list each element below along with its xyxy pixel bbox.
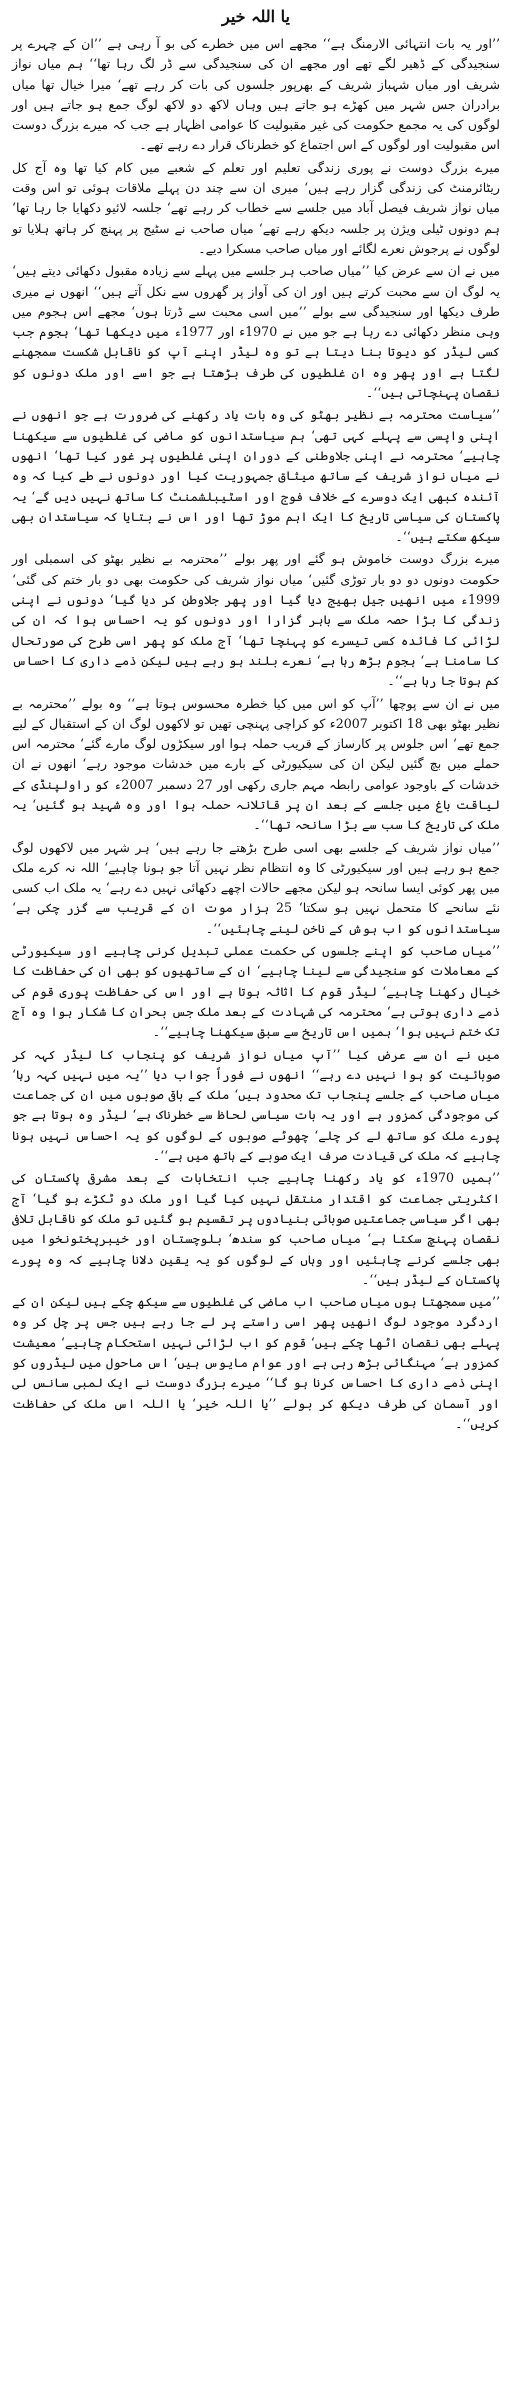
article-paragraph: میرے بزرگ دوست خاموش ہو گئے اور پھر بولے ’’محترمہ بے نظیر بھٹو کی اسمبلی اور حکومت دونوں دو دو بار توڑی گئیں‘ میاں نواز شریف کی حکومت بھی دو بار ختم کی گئی‘ 1999ء میں انھیں جیل بھیج دیا گیا اور پھر جلاوطن کر دیا گیا‘ دونوں نے اپنی زندگی کا بڑا حصہ ملک سے باہر گزارا اور دونوں کو یہ احساس ہوا کہ ان کی لڑائی کا فائدہ کسی تیسرے کو پہنچا تھا‘ آج ملک کو پھر اسی طرح کی صورتحال کا سامنا ہے‘ ہجوم بڑھ رہا ہے‘ نعرے بلند ہو رہے ہیں لیکن ذمے داری کا احساس کم ہوتا جا رہا ہے‘‘۔ bbox=[12, 551, 500, 689]
article-paragraph: میں نے ان سے پوچھا ’’آپ کو اس میں کیا خطرہ محسوس ہوتا ہے‘‘ وہ بولے ’’محترمہ بے نظیر بھٹو بھی 18 اکتوبر 2007ء کو کراچی پہنچی تھیں تو لاکھوں لوگ ان کے استقبال کے لیے جمع تھے‘ اس جلوس پر کارساز کے قریب حملہ ہوا اور سیکڑوں لوگ مارے گئے‘ محترمہ اس حملے میں بچ گئیں لیکن ان کی سیکیورٹی کے بارے میں خدشات موجود رہے‘ انھوں نے ان خدشات کے باوجود عوامی رابطہ مہم جاری رکھی اور 27 دسمبر 2007ء کو راولپنڈی کے لیاقت باغ میں جلسے کے بعد ان پر قاتلانہ حملہ ہوا اور وہ شہید ہو گئیں‘ یہ ملک کی تاریخ کا سب سے بڑا سانحہ تھا‘‘۔ bbox=[12, 695, 500, 833]
article-paragraph: ’’اور یہ بات انتہائی الارمنگ ہے‘‘ مجھے اس میں خطرے کی بو آ رہی ہے ’’ان کے چہرے پر سنجیدگی کے ڈھیر لگے تھے اور مجھے ان کی سنجیدگی سے ڈر لگ رہا تھا‘‘ ہم میاں نواز شریف اور میاں شہباز شریف کے بھرپور جلسوں کی بات کر رہے تھے‘ میرا خیال تھا میاں برادران جس شہر میں کھڑے ہو جاتے ہیں وہاں لاکھ دو لاکھ لوگ جمع ہو جاتے ہیں اور لوگوں کی یہ مجمع حکومت کی غیر مقبولیت کا عوامی اظہار ہے جب کہ میرے بزرگ دوست اس مقبولیت اور لوگوں کے اس اجتماع کو خطرناک قرار دے رہے تھے۔ bbox=[12, 36, 500, 153]
article-paragraph: میرے بزرگ دوست نے پوری زندگی تعلیم اور تعلم کے شعبے میں کام کیا تھا وہ آج کل ریٹائرمنٹ کی زندگی گزار رہے ہیں‘ میری ان سے چند دن پہلے ملاقات ہوئی تو اس وقت میاں نواز شریف فیصل آباد میں جلسے سے خطاب کر رہے تھے‘ جلسہ لائیو دکھایا جا رہا تھا‘ ہم دونوں ٹیلی ویژن پر جلسہ دیکھ رہے تھے‘ میاں صاحب نے سٹیج پر پہنچ کر ہاتھ ہلایا تو لوگوں نے پرجوش نعرے لگائے اور میاں صاحب مسکرا دیے۔ bbox=[12, 159, 500, 256]
article-paragraph: ’’میاں صاحب کو اپنے جلسوں کی حکمت عملی تبدیل کرنی چاہیے اور سیکیورٹی کے معاملات کو سنجیدگی سے لینا چاہیے‘ ان کے ساتھیوں کو بھی ان کی حفاظت کا خیال رکھنا چاہیے‘ لیڈر قوم کا اثاثہ ہوتا ہے اور اس کی حفاظت پوری قوم کی ذمے داری ہوتی ہے‘ محترمہ کی شہادت کے بعد ملک جس بحران کا شکار ہوا وہ آج تک ختم نہیں ہوا‘ ہمیں اس تاریخ سے سبق سیکھنا چاہیے‘‘۔ bbox=[12, 943, 500, 1040]
article-paragraph: میں نے ان سے عرض کیا ’’میاں صاحب ہر جلسے میں پہلے سے زیادہ مقبول دکھائی دیتے ہیں‘ یہ لوگ ان سے محبت کرتے ہیں اور ان کی آواز پر گھروں سے نکل آتے ہیں‘‘ انھوں نے میری طرف دیکھا اور سنجیدگی سے بولے ’’میں اسی محبت سے ڈرتا ہوں‘ مجھے اس ہجوم میں وہی منظر دکھائی دے رہا ہے جو میں نے 1970ء اور 1977ء میں دیکھا تھا‘ ہجوم جب کسی لیڈر کو دیوتا بنا دیتا ہے تو وہ لیڈر اپنے آپ کو ناقابل شکست سمجھنے لگتا ہے اور پھر وہ ان غلطیوں کی طرف بڑھتا ہے جو اسے اور ملک دونوں کو نقصان پہنچاتی ہیں‘‘۔ bbox=[12, 263, 500, 401]
article-title: یا اللہ خیر bbox=[221, 7, 290, 26]
article-body bbox=[12, 34, 500, 1434]
article-paragraph: ’’میں سمجھتا ہوں میاں صاحب اب ماضی کی غلطیوں سے سیکھ چکے ہیں لیکن ان کے اردگرد موجود لوگ انھیں پھر اسی راستے پر لے جا رہے ہیں جس پر چل کر وہ پہلے بھی نقصان اٹھا چکے ہیں‘ قوم کو اب لڑائی نہیں استحکام چاہیے‘ معیشت کمزور ہے‘ مہنگائی بڑھ رہی ہے اور عوام مایوس ہیں‘ اس ماحول میں لیڈروں کو اپنی ذمے داری کا احساس کرنا ہو گا‘‘ میرے بزرگ دوست نے ایک لمبی سانس لی اور آسمان کی طرف دیکھ کر بولے ’’یا اللہ خیر‘ یا اللہ اس ملک کی حفاظت کریں‘‘۔ bbox=[12, 1294, 500, 1431]
article-paragraph: ’’سیاست محترمہ بے نظیر بھٹو کی وہ بات یاد رکھنے کی ضرورت ہے جو انھوں نے اپنی واپسی سے پہلے کہی تھی‘ ہم سیاستدانوں کو ماضی کی غلطیوں سے سیکھنا چاہیے‘ محترمہ نے اپنی جلاوطنی کے دوران اپنی غلطیوں پر غور کیا تھا‘ انھوں نے میاں نواز شریف کے ساتھ میثاق جمہوریت کیا اور دونوں نے طے کیا کہ وہ آئندہ کبھی ایک دوسرے کے خلاف فوج اور اسٹیبلشمنٹ کا ساتھ نہیں دیں گے‘ یہ پاکستان کی سیاسی تاریخ کا ایک اہم موڑ تھا اور اس نے بتایا کہ سیاستدان بھی سیکھ سکتے ہیں‘‘۔ bbox=[12, 407, 500, 545]
article-paragraph: ’’میاں نواز شریف کے جلسے بھی اسی طرح بڑھتے جا رہے ہیں‘ ہر شہر میں لاکھوں لوگ جمع ہو رہے ہیں اور سیکیورٹی کا وہ انتظام نظر نہیں آتا جو ہونا چاہیے‘ اللہ نہ کرے ملک میں پھر کوئی ایسا سانحہ ہو لیکن مجھے حالات اچھے دکھائی نہیں دے رہے‘ یہ ملک اب کسی نئے سانحے کا متحمل نہیں ہو سکتا‘ 25 ہزار موت ان کے قریب سے گزر چکی ہے‘ سیاستدانوں کو اب ہوش کے ناخن لینے چاہئیں‘‘۔ bbox=[12, 839, 500, 936]
article-paragraph: میں نے ان سے عرض کیا ’’آپ میاں نواز شریف کو پنجاب کا لیڈر کہہ کر صوبائیت کو ہوا نہیں دے رہے‘‘ انھوں نے فوراً جواب دیا ’’یہ میں نہیں کہہ رہا‘ میاں صاحب کے جلسے پنجاب تک محدود ہیں‘ ملک کے باقی صوبوں میں ان کی جماعت کی موجودگی کمزور ہے اور یہ بات سیاسی لحاظ سے خطرناک ہے‘ لیڈر وہ ہوتا ہے جو پورے ملک کو ساتھ لے کر چلے‘ چھوٹے صوبوں کے لوگوں کو یہ احساس نہیں ہونا چاہیے کہ ملک کی قیادت صرف ایک صوبے کے ہاتھ میں ہے‘‘۔ bbox=[12, 1046, 500, 1164]
article-paragraph: ’’ہمیں 1970ء کو یاد رکھنا چاہیے جب انتخابات کے بعد مشرقی پاکستان کی اکثریتی جماعت کو اقتدار منتقل نہیں کیا گیا اور ملک دو ٹکڑے ہو گیا‘ آج بھی اگر سیاسی جماعتیں صوبائی بنیادوں پر تقسیم ہو گئیں تو ملک کو ناقابل تلافی نقصان پہنچ سکتا ہے‘ میاں صاحب کو سندھ‘ بلوچستان اور خیبرپختونخوا میں بھی جلسے کرنے چاہئیں اور وہاں کے لوگوں کو یہ یقین دلانا چاہیے کہ وہ پورے پاکستان کے لیڈر ہیں‘‘۔ bbox=[12, 1170, 500, 1287]
